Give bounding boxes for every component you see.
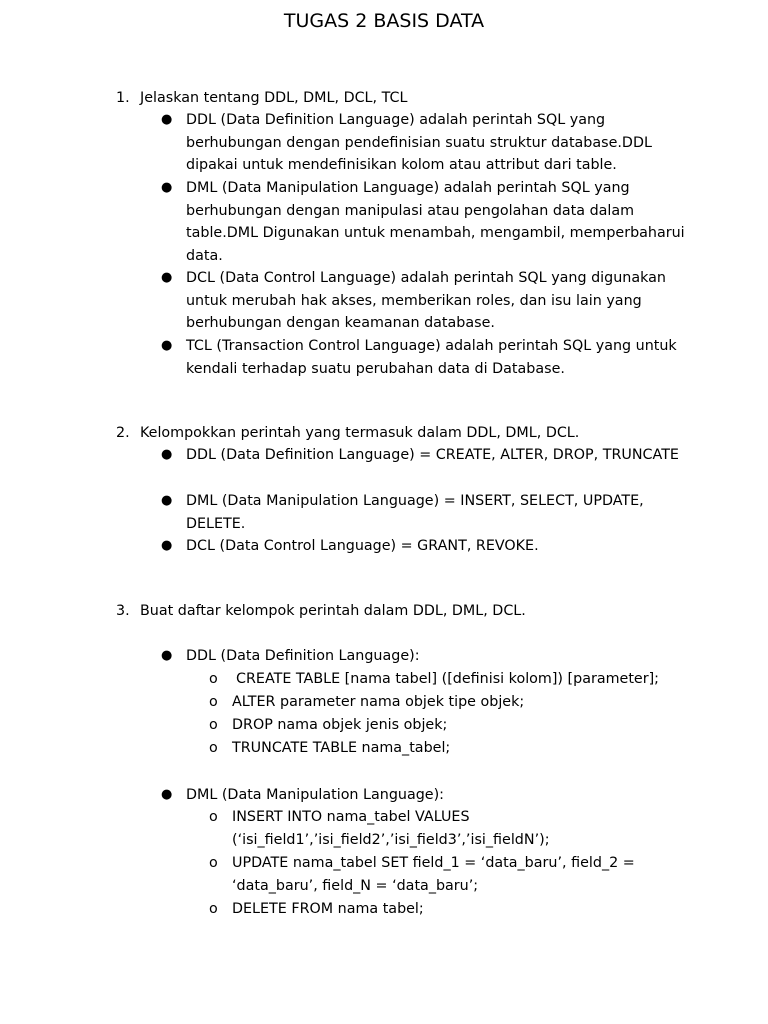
- list-item: TCL (Transaction Control Language) adalah perintah SQL yang untuk kendali terhadap suatu perubahan data di Database.: [186, 338, 677, 377]
- list-item: DML (Data Manipulation Language) = INSERT, SELECT, UPDATE, DELETE.: [186, 493, 644, 532]
- bullet-icon: ●: [161, 180, 173, 195]
- bullet-icon: ●: [161, 270, 173, 285]
- list-item: DCL (Data Control Language) = GRANT, REVOKE.: [186, 538, 539, 554]
- bullet-icon: ●: [161, 538, 173, 553]
- question-heading: Kelompokkan perintah yang termasuk dalam DDL, DML, DCL.: [140, 425, 580, 441]
- question-heading: Buat daftar kelompok perintah dalam DDL, DML, DCL.: [140, 603, 526, 619]
- list-item: DELETE FROM nama tabel;: [232, 901, 424, 917]
- question-heading: Jelaskan tentang DDL, DML, DCL, TCL: [140, 90, 408, 106]
- list-item: DDL (Data Definition Language) = CREATE, ALTER, DROP, TRUNCATE: [186, 447, 679, 463]
- list-item: DCL (Data Control Language) adalah perintah SQL yang digunakan untuk merubah hak akses, memberikan roles, dan isu lain yang berhubungan dengan keamanan database.: [186, 270, 666, 331]
- question-number: 3.: [116, 603, 130, 619]
- circle-bullet-icon: o: [209, 671, 218, 687]
- ddl-label: DDL (Data Definition Language):: [186, 648, 420, 664]
- circle-bullet-icon: o: [209, 717, 218, 733]
- bullet-icon: ●: [161, 447, 173, 462]
- list-item: DDL (Data Definition Language) adalah perintah SQL yang berhubungan dengan pendefinisian suatu struktur database.DDL dipakai untuk mendefinisikan kolom atau attribut dari table.: [186, 112, 652, 173]
- list-item: DML (Data Manipulation Language) adalah perintah SQL yang berhubungan dengan manipulasi atau pengolahan data dalam table.DML Digunakan untuk menambah, mengambil, memperbaharui data.: [186, 180, 685, 264]
- list-item: ALTER parameter nama objek tipe objek;: [232, 694, 525, 710]
- question-number: 1.: [116, 90, 130, 106]
- circle-bullet-icon: o: [209, 855, 218, 871]
- circle-bullet-icon: o: [209, 740, 218, 756]
- list-item: CREATE TABLE [nama tabel] ([definisi kolom]) [parameter];: [236, 671, 659, 687]
- bullet-icon: ●: [161, 787, 173, 802]
- bullet-icon: ●: [161, 493, 173, 508]
- bullet-icon: ●: [161, 112, 173, 127]
- circle-bullet-icon: o: [209, 901, 218, 917]
- circle-bullet-icon: o: [209, 694, 218, 710]
- list-item: DROP nama objek jenis objek;: [232, 717, 448, 733]
- bullet-icon: ●: [161, 338, 173, 353]
- bullet-icon: ●: [161, 648, 173, 663]
- question-number: 2.: [116, 425, 130, 441]
- list-item: TRUNCATE TABLE nama_tabel;: [232, 740, 451, 756]
- dml-label: DML (Data Manipulation Language):: [186, 787, 444, 803]
- page-title: TUGAS 2 BASIS DATA: [283, 10, 485, 32]
- circle-bullet-icon: o: [209, 809, 218, 825]
- list-item: INSERT INTO nama_tabel VALUES (‘isi_field1’,’isi_field2’,’isi_field3’,’isi_fieldN’);: [232, 809, 550, 848]
- list-item: UPDATE nama_tabel SET field_1 = ‘data_baru’, field_2 = ‘data_baru’, field_N = ‘data_baru’;: [232, 855, 635, 894]
